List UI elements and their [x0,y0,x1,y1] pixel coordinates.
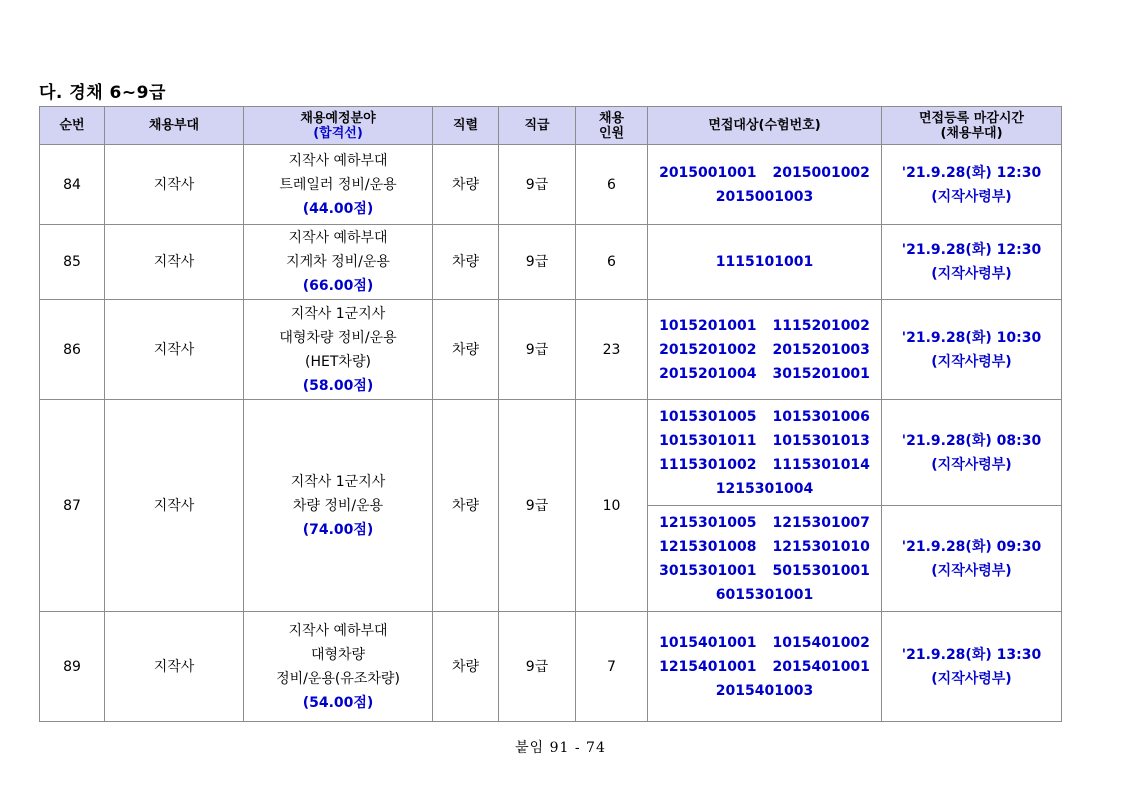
row-field [244,612,433,722]
header-field-cutoff: (합격선) [313,125,363,141]
row-count: 10 [576,400,648,612]
field-line: 정비/운용(유조차량) [276,670,400,687]
deadline-time: '21.9.28(화) 10:30 [901,329,1042,346]
field-line: 트레일러 정비/운용 [279,176,397,193]
exam-number: 1115101001 [715,254,814,270]
field-line: 지작사 예하부대 [288,622,388,639]
deadline-time: '21.9.28(화) 08:30 [901,432,1042,449]
row-count: 6 [576,225,648,300]
exam-number: 1015301005 [659,408,757,425]
row-number: 87 [40,400,105,612]
candidate-numbers [648,225,882,300]
header-unit: 채용부대 [105,107,244,145]
field-line: 지작사 1군지사 [290,305,386,322]
row-grade: 9급 [499,225,576,300]
header-field [244,107,433,145]
exam-number: 1015401001 [659,634,757,651]
exam-number: 2015201002 [659,341,757,358]
deadline-unit: (지작사령부) [931,670,1012,687]
candidate-line [650,535,879,559]
exam-number: 2015201004 [659,365,757,382]
registration-deadline [882,225,1062,300]
table-row [40,145,1062,225]
cutoff-score: (66.00점) [302,278,374,294]
row-grade: 9급 [499,612,576,722]
exam-number: 1015201001 [659,317,757,334]
candidate-line [650,583,879,607]
row-number: 85 [40,225,105,300]
row-unit: 지작사 [105,400,244,612]
row-unit: 지작사 [105,300,244,400]
row-count: 23 [576,300,648,400]
registration-deadline [882,145,1062,225]
header-field-label: 채용예정분야 [300,110,376,126]
candidate-line [650,405,879,429]
candidate-numbers [648,300,882,400]
candidate-line [650,655,879,679]
header-deadline [882,107,1062,145]
exam-number: 1215401001 [659,658,757,675]
candidate-line [650,250,879,274]
registration-deadline [882,506,1062,612]
row-count: 6 [576,145,648,225]
field-line: (HET차량) [305,353,371,370]
row-field [244,145,433,225]
exam-number: 2015401001 [772,658,870,675]
header-count-line1: 채용 [598,110,625,126]
field-line: 대형차량 정비/운용 [279,329,397,346]
deadline-unit: (지작사령부) [931,353,1012,370]
deadline-unit: (지작사령부) [931,562,1012,579]
candidate-line [650,453,879,477]
row-grade: 9급 [499,300,576,400]
candidate-numbers [648,506,882,612]
cutoff-score: (44.00점) [302,200,374,217]
deadline-unit: (지작사령부) [931,266,1012,282]
row-unit: 지작사 [105,612,244,722]
deadline-time: '21.9.28(화) 12:30 [901,242,1042,258]
deadline-time: '21.9.28(화) 13:30 [901,646,1042,663]
row-count: 7 [576,612,648,722]
row-job: 차량 [433,145,499,225]
deadline-unit: (지작사령부) [931,188,1012,205]
candidate-line [650,362,879,386]
registration-deadline [882,300,1062,400]
exam-number: 2015201003 [772,341,870,358]
cutoff-score: (54.00점) [302,694,374,711]
deadline-time: '21.9.28(화) 09:30 [901,538,1042,555]
row-number: 86 [40,300,105,400]
row-unit: 지작사 [105,225,244,300]
candidate-line [650,185,879,209]
exam-number: 6015301001 [715,586,814,603]
exam-number: 1015401002 [772,634,870,651]
field-line: 지작사 예하부대 [288,152,388,169]
candidate-line [650,477,879,501]
header-no: 순번 [40,107,105,145]
exam-number: 5015301001 [772,562,870,579]
row-field [244,225,433,300]
exam-number: 1015301011 [659,432,757,449]
candidate-line [650,314,879,338]
row-job: 차량 [433,400,499,612]
exam-number: 2015001002 [772,164,870,181]
exam-number: 3015201001 [772,365,870,382]
candidate-line [650,511,879,535]
field-line: 지작사 예하부대 [288,230,388,246]
field-line: 지게차 정비/운용 [286,254,390,270]
row-job: 차량 [433,225,499,300]
candidate-line [650,338,879,362]
header-count-line2: 인원 [598,125,625,141]
candidate-line [650,679,879,703]
header-row [40,107,1062,145]
candidate-numbers [648,612,882,722]
exam-number: 1115301014 [772,456,870,473]
exam-number: 1215301008 [659,538,757,555]
row-field [244,300,433,400]
exam-number: 1215301005 [659,514,757,531]
row-field [244,400,433,612]
header-deadline-line2: (채용부대) [940,125,1003,141]
exam-number: 1215301007 [772,514,870,531]
exam-number: 3015301001 [659,562,757,579]
row-number: 89 [40,612,105,722]
table-row [40,300,1062,400]
table-row [40,225,1062,300]
exam-number: 1015301006 [772,408,870,425]
table-row [40,400,1062,506]
header-candidates: 면접대상(수험번호) [648,107,882,145]
registration-deadline [882,612,1062,722]
row-job: 차량 [433,612,499,722]
row-number: 84 [40,145,105,225]
candidate-line [650,429,879,453]
cutoff-score: (74.00점) [302,521,374,538]
registration-deadline [882,400,1062,506]
deadline-time: '21.9.28(화) 12:30 [901,164,1042,181]
candidate-line [650,559,879,583]
exam-number: 1215301004 [715,480,814,497]
candidate-numbers [648,400,882,506]
header-count [576,107,648,145]
header-job: 직렬 [433,107,499,145]
exam-number: 1115301002 [659,456,757,473]
table-row [40,612,1062,722]
exam-number: 1215301010 [772,538,870,555]
exam-number: 1115201002 [772,317,870,334]
field-line: 대형차량 [310,646,366,663]
header-grade: 직급 [499,107,576,145]
row-unit: 지작사 [105,145,244,225]
exam-number: 2015001003 [715,188,814,205]
row-grade: 9급 [499,400,576,612]
recruitment-table [39,106,1062,722]
row-job: 차량 [433,300,499,400]
exam-number: 1015301013 [772,432,870,449]
field-line: 차량 정비/운용 [292,497,384,514]
row-grade: 9급 [499,145,576,225]
header-deadline-line1: 면접등록 마감시간 [919,110,1024,126]
candidate-numbers [648,145,882,225]
field-line: 지작사 1군지사 [290,473,386,490]
candidate-line [650,161,879,185]
candidate-line [650,631,879,655]
deadline-unit: (지작사령부) [931,456,1012,473]
exam-number: 2015401003 [715,682,814,699]
section-title: 다. 경채 6~9급 [39,83,166,103]
page-footer: 붙임 91 - 74 [515,740,606,756]
cutoff-score: (58.00점) [302,377,374,394]
exam-number: 2015001001 [659,164,757,181]
